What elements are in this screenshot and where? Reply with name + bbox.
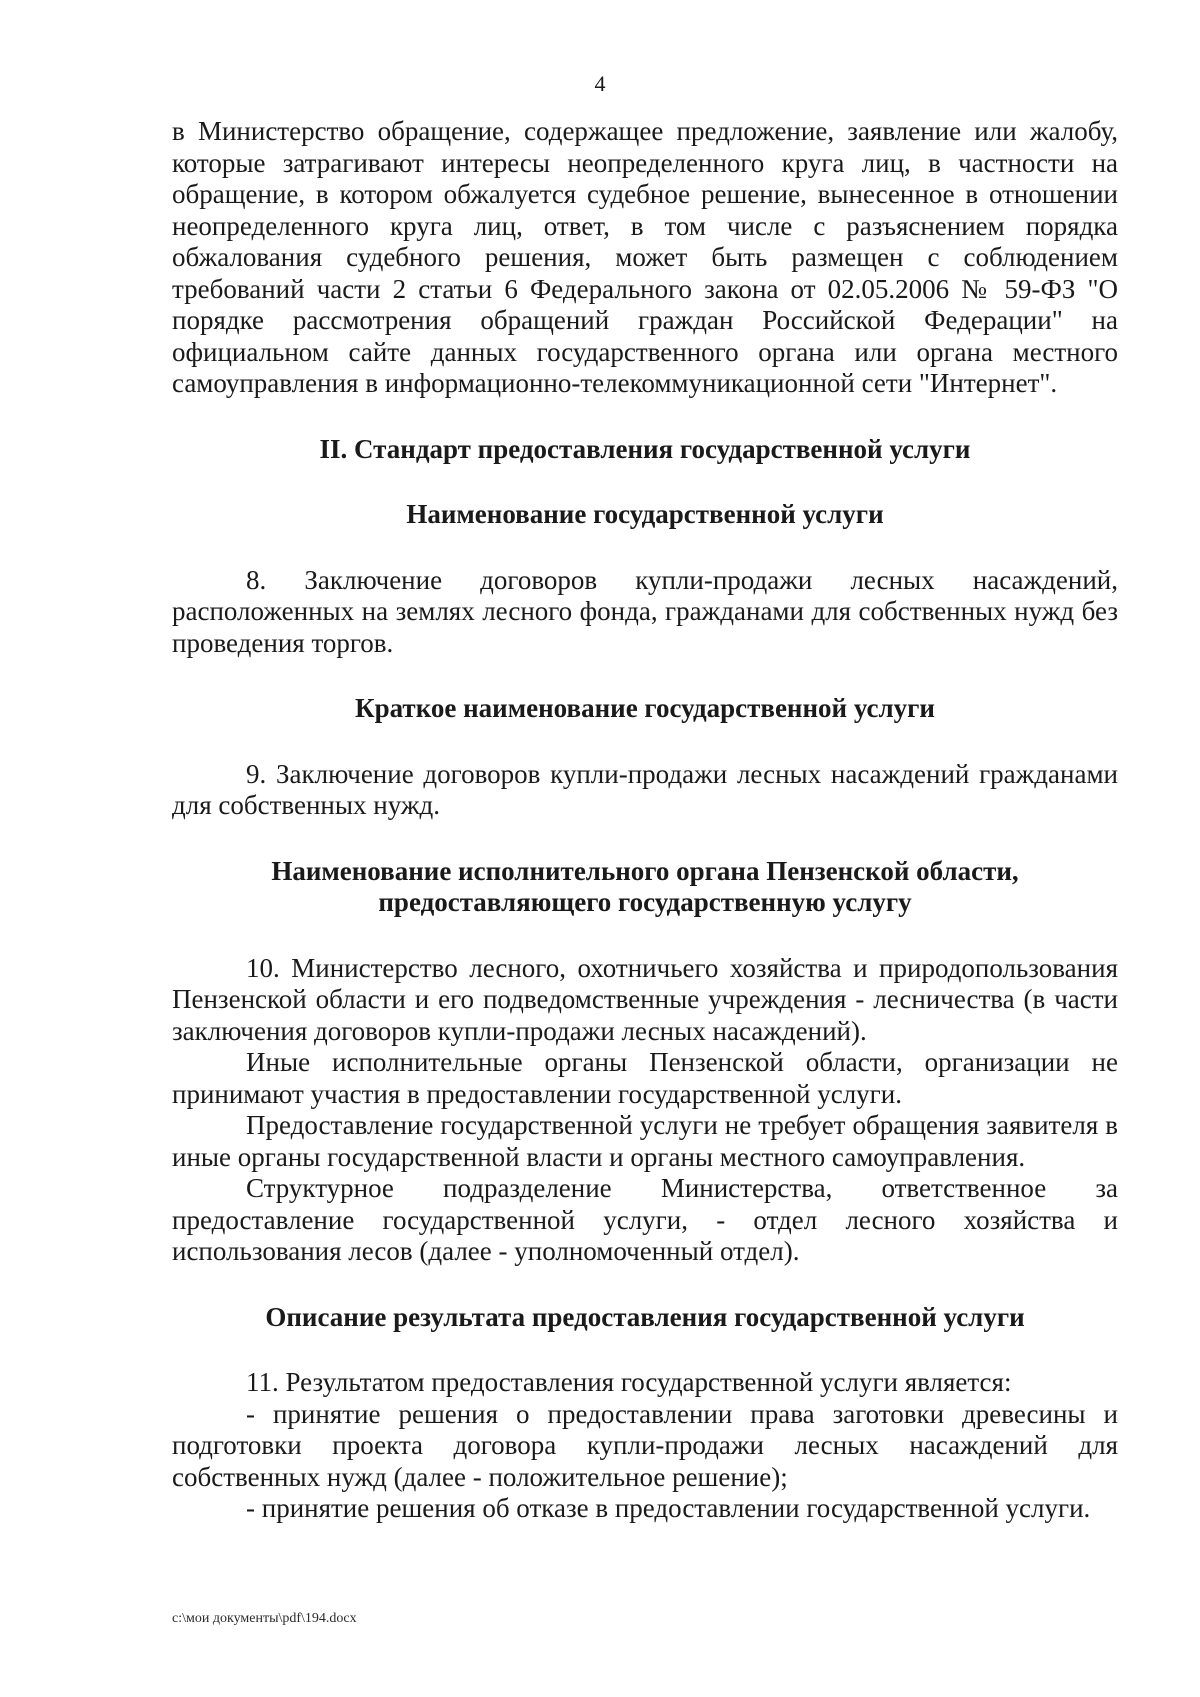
paragraph-10-other-bodies: Иные исполнительные органы Пензенской области, организации не принимают участия в предоставлении государственной услуги. (172, 1047, 1118, 1109)
paragraph-10-no-referral: Предоставление государственной услуги не требует обращения заявителя в иные органы государственной власти и органы местного самоуправления. (172, 1110, 1118, 1172)
paragraph-11: 11. Результатом предоставления государственной услуги является: (246, 1367, 1012, 1397)
paragraph-10-responsible-unit: Структурное подразделение Министерства, ответственное за предоставление государственной услуги, - отдел лесного хозяйства и использования лесов (далее - уполномоченный отдел). (172, 1173, 1118, 1266)
file-path-footer: c:\мои документы\pdf\194.docx (172, 1611, 357, 1626)
heading-section-2: II. Стандарт предоставления государственной услуги (319, 433, 971, 464)
paragraph-intro: в Министерство обращение, содержащее предложение, заявление или жалобу, которые затрагивают интересы неопределенного круга лиц, в частности на обращение, в котором обжалуется судебное решение, вынесенное в отношении неопределенного круга лиц, ответ, в том числе с разъяснением порядка обжалования судебного решения, может быть размещен с соблюдением требований части 2 статьи 6 Федерального закона от 02.05.2006 № 59-ФЗ "О порядке рассмотрения обращений граждан Российской Федерации" на официальном сайте данных государственного органа или органа местного самоуправления в информационно-телекоммуникационной сети "Интернет". (172, 116, 1118, 398)
heading-result: Описание результата предоставления государственной услуги (265, 1301, 1025, 1332)
page-number: 4 (594, 71, 606, 96)
heading-short-name: Краткое наименование государственной услуги (355, 693, 935, 723)
paragraph-11-refusal: - принятие решения об отказе в предоставлении государственной услуги. (246, 1493, 1091, 1523)
heading-service-name: Наименование государственной услуги (406, 499, 884, 529)
heading-body-line-1: Наименование исполнительного органа Пензенской области, (271, 855, 1019, 886)
paragraph-11-positive: - принятие решения о предоставлении права заготовки древесины и подготовки проекта договора купли-продажи лесных насаждений для собственных нужд (далее - положительное решение); (172, 1398, 1118, 1492)
document-body (172, 116, 1118, 1525)
paragraph-8: 8. Заключение договоров купли-продажи лесных насаждений, расположенных на землях лесного фонда, гражданами для собственных нужд без проведения торгов. (172, 564, 1118, 658)
paragraph-9: 9. Заключение договоров купли-продажи лесных насаждений гражданами для собственных нужд. (172, 758, 1118, 820)
paragraph-10: 10. Министерство лесного, охотничьего хозяйства и природопользования Пензенской области и его подведомственные учреждения - лесничества (в части заключения договоров купли-продажи лесных насаждений). (172, 952, 1118, 1046)
heading-body-line-2: предоставляющего государственную услугу (378, 887, 912, 917)
